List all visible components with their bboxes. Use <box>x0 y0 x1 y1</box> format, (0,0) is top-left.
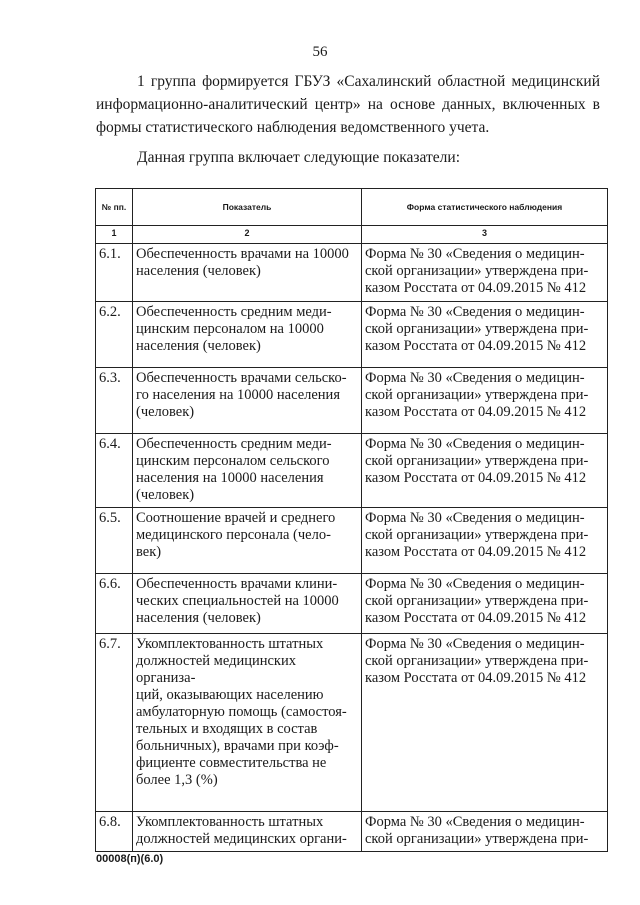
table-header-row <box>96 189 608 226</box>
intro-lead-text: Данная группа включает следующие показатели: <box>137 149 461 166</box>
statistical-form: Форма № 30 «Сведения о медицин- ской организации» утверждена при- <box>362 812 608 852</box>
row-number: 6.4. <box>96 434 133 508</box>
table-row <box>96 368 608 434</box>
table-row <box>96 244 608 302</box>
row-number: 6.3. <box>96 368 133 434</box>
document-code: 00008(п)(6.0) <box>96 853 164 865</box>
statistical-form: Форма № 30 «Сведения о медицин- ской организации» утверждена при- казом Росстата от 04.09.2015 № 412 <box>362 574 608 634</box>
header-form: Форма статистического наблюдения <box>362 189 608 226</box>
indicator-name: Обеспеченность врачами сельско- го населения на 10000 населения (человек) <box>133 368 362 434</box>
statistical-form: Форма № 30 «Сведения о медицин- ской организации» утверждена при- казом Росстата от 04.09.2015 № 412 <box>362 244 608 302</box>
indicators-table <box>95 188 608 852</box>
table-row <box>96 302 608 368</box>
header-indicator: Показатель <box>133 189 362 226</box>
row-number: 6.7. <box>96 634 133 812</box>
statistical-form: Форма № 30 «Сведения о медицин- ской организации» утверждена при- казом Росстата от 04.09.2015 № 412 <box>362 434 608 508</box>
row-number: 6.8. <box>96 812 133 852</box>
row-number: 6.5. <box>96 508 133 574</box>
column-number: 1 <box>96 226 133 244</box>
table-row <box>96 508 608 574</box>
row-number: 6.1. <box>96 244 133 302</box>
statistical-form: Форма № 30 «Сведения о медицин- ской организации» утверждена при- казом Росстата от 04.09.2015 № 412 <box>362 368 608 434</box>
column-number: 2 <box>133 226 362 244</box>
indicator-name: Соотношение врачей и среднего медицинского персонала (чело- век) <box>133 508 362 574</box>
indicator-name: Обеспеченность врачами на 10000 населения (человек) <box>133 244 362 302</box>
indicator-name: Укомплектованность штатных должностей медицинских органи- <box>133 812 362 852</box>
column-number-row <box>96 226 608 244</box>
indicator-name: Обеспеченность средним меди- цинским персоналом на 10000 населения (человек) <box>133 302 362 368</box>
column-number: 3 <box>362 226 608 244</box>
row-number: 6.6. <box>96 574 133 634</box>
intro-paragraph <box>96 70 600 139</box>
page-number: 56 <box>312 44 328 60</box>
statistical-form: Форма № 30 «Сведения о медицин- ской организации» утверждена при- казом Росстата от 04.09.2015 № 412 <box>362 508 608 574</box>
indicator-name: Обеспеченность врачами клини- ческих специальностей на 10000 населения (человек) <box>133 574 362 634</box>
intro-lead <box>96 146 600 169</box>
row-number: 6.2. <box>96 302 133 368</box>
table-row <box>96 634 608 812</box>
header-number: № пп. <box>96 189 133 226</box>
statistical-form: Форма № 30 «Сведения о медицин- ской организации» утверждена при- казом Росстата от 04.09.2015 № 412 <box>362 634 608 812</box>
intro-text: 1 группа формируется ГБУЗ «Сахалинский областной медицинский информационно-аналитический центр» на основе данных, включенных в формы статистического наблюдения ведомственного учета. <box>96 73 600 136</box>
indicator-name: Укомплектованность штатных должностей медицинских организа- ций, оказывающих населению амбулаторную помощь (самостоя- тельных и входящих в состав больничных), врачами при коэф- фициенте совместительства не более 1,3 (%) <box>133 634 362 812</box>
table-row <box>96 574 608 634</box>
table-row <box>96 434 608 508</box>
statistical-form: Форма № 30 «Сведения о медицин- ской организации» утверждена при- казом Росстата от 04.09.2015 № 412 <box>362 302 608 368</box>
indicator-name: Обеспеченность средним меди- цинским персоналом сельского населения на 10000 населения (человек) <box>133 434 362 508</box>
table-row <box>96 812 608 852</box>
